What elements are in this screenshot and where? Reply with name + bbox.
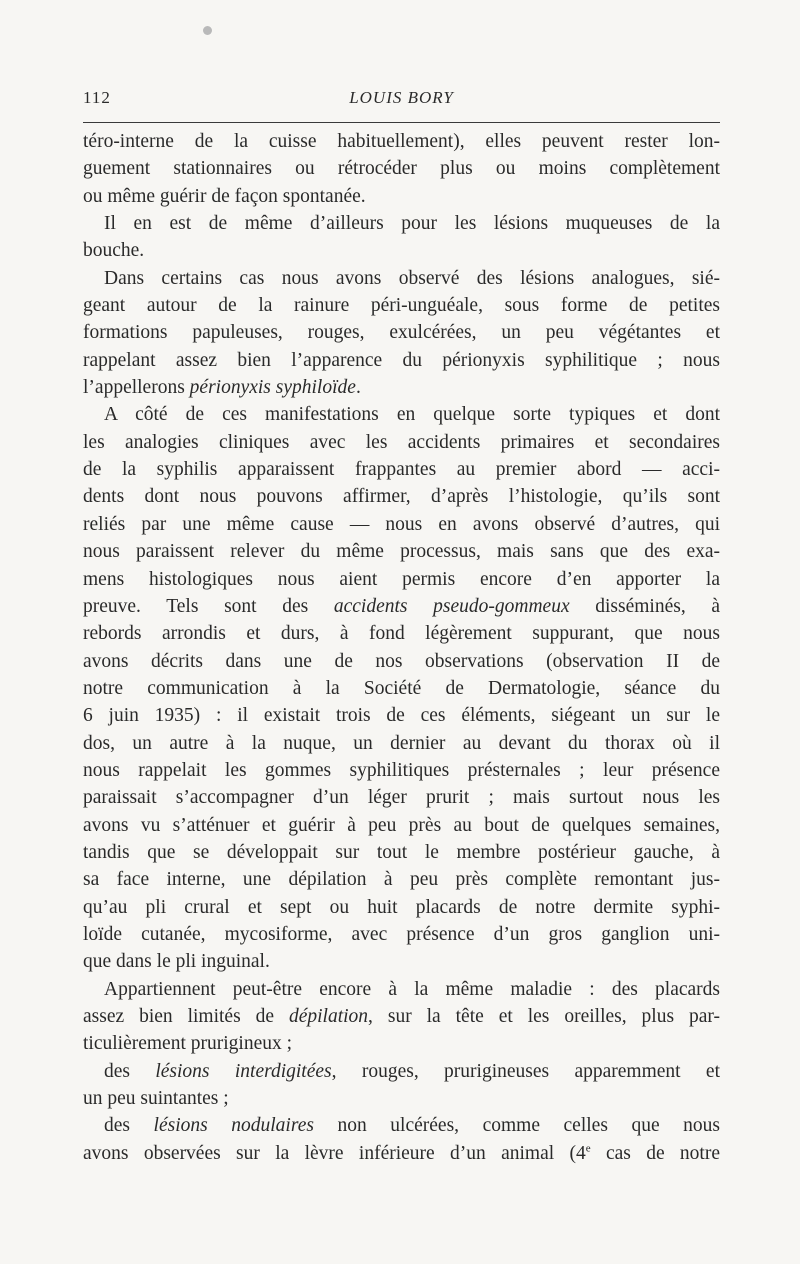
text-run: rappelant assez bien l’apparence du périonyxis syphilitique ; nous bbox=[83, 349, 720, 371]
text-line bbox=[83, 483, 720, 510]
text-line bbox=[83, 265, 720, 292]
page-mark bbox=[203, 26, 212, 35]
text-line bbox=[83, 566, 720, 593]
text-line bbox=[83, 538, 720, 565]
text-line bbox=[83, 319, 720, 346]
text-line bbox=[83, 429, 720, 456]
text-line bbox=[83, 894, 720, 921]
text-run: des bbox=[104, 1115, 154, 1137]
text-run: cas de notre bbox=[590, 1142, 721, 1164]
text-run: reliés par une même cause — nous en avons observé d’autres, qui bbox=[83, 513, 720, 535]
text-run: nous rappelait les gommes syphilitiques présternales ; leur présence bbox=[83, 759, 720, 781]
text-run: sa face interne, une dépilation à peu près complète remontant jus- bbox=[83, 869, 720, 891]
text-run: téro-interne de la cuisse habituellement), elles peuvent rester lon- bbox=[83, 131, 720, 152]
running-title: LOUIS BORY bbox=[349, 88, 454, 107]
text-line bbox=[83, 1112, 720, 1139]
text-line bbox=[83, 1030, 720, 1057]
text-line bbox=[83, 620, 720, 647]
text-line bbox=[83, 1085, 720, 1112]
header-rule bbox=[83, 122, 720, 123]
text-run: ticulièrement prurigineux ; bbox=[83, 1033, 293, 1055]
text-line bbox=[83, 648, 720, 675]
text-run: un peu suintantes ; bbox=[83, 1088, 229, 1110]
italic-term: périonyxis syphiloïde bbox=[189, 377, 356, 399]
text-run: avons observées sur la lèvre inférieure d’un animal (4 bbox=[83, 1142, 586, 1164]
text-line bbox=[83, 1003, 720, 1030]
text-line bbox=[83, 757, 720, 784]
body-text bbox=[83, 128, 720, 1167]
text-line bbox=[83, 155, 720, 182]
text-line bbox=[83, 1058, 720, 1085]
text-run: que dans le pli inguinal. bbox=[83, 951, 270, 973]
text-line bbox=[83, 948, 720, 975]
text-line bbox=[83, 1140, 720, 1167]
text-run: des bbox=[104, 1060, 156, 1082]
text-line bbox=[83, 730, 720, 757]
text-run: nous paraissent relever du même processus, mais sans que des exa- bbox=[83, 541, 720, 563]
text-line bbox=[83, 702, 720, 729]
page-number: 112 bbox=[83, 88, 111, 107]
text-run: dos, un autre à la nuque, un dernier au devant du thorax où il bbox=[83, 732, 720, 754]
italic-term: dépilation bbox=[288, 1006, 369, 1027]
text-run: qu’au pli crural et sept ou huit placards de notre dermite syphi- bbox=[83, 896, 720, 918]
text-run: , rouges, prurigineuses apparemment et bbox=[331, 1060, 720, 1082]
text-run: l’appellerons bbox=[83, 377, 190, 399]
text-run: 6 juin 1935) : il existait trois de ces éléments, siégeant un sur le bbox=[83, 705, 720, 727]
italic-term: accidents pseudo-gommeux bbox=[333, 595, 570, 617]
text-line bbox=[83, 210, 720, 237]
superscript: e bbox=[585, 1142, 591, 1155]
text-line bbox=[83, 511, 720, 538]
text-run: avons décrits dans une de nos observations (observation II de bbox=[83, 650, 720, 672]
text-line bbox=[83, 347, 720, 374]
text-run: geant autour de la rainure péri-unguéale, sous forme de petites bbox=[83, 295, 720, 317]
text-line bbox=[83, 812, 720, 839]
text-line bbox=[83, 456, 720, 483]
text-line bbox=[83, 128, 720, 155]
page-header bbox=[83, 88, 720, 112]
italic-term: lésions interdigitées bbox=[155, 1060, 332, 1082]
text-line bbox=[83, 784, 720, 811]
text-run: paraissait s’accompagner d’un léger prurit ; mais surtout nous les bbox=[83, 787, 720, 809]
text-line bbox=[83, 237, 720, 264]
text-line bbox=[83, 839, 720, 866]
text-line bbox=[83, 292, 720, 319]
text-run: , sur la tête et les oreilles, plus par- bbox=[368, 1006, 720, 1027]
text-run: Dans certains cas nous avons observé des lésions analogues, sié- bbox=[104, 267, 720, 289]
text-line bbox=[83, 374, 720, 401]
text-line bbox=[83, 675, 720, 702]
text-run: de la syphilis apparaissent frappantes au premier abord — acci- bbox=[83, 459, 720, 481]
text-run: non ulcérées, comme celles que nous bbox=[313, 1115, 720, 1137]
text-run: dents dont nous pouvons affirmer, d’après l’histologie, qu’ils sont bbox=[83, 486, 720, 508]
text-run: formations papuleuses, rouges, exulcérées, un peu végétantes et bbox=[83, 322, 720, 344]
text-run: bouche. bbox=[83, 240, 145, 262]
text-run: avons vu s’atténuer et guérir à peu près au bout de quelques semaines, bbox=[83, 814, 720, 836]
text-run: ou même guérir de façon spontanée. bbox=[83, 185, 366, 207]
text-run: Appartiennent peut-être encore à la même maladie : des placards bbox=[104, 978, 720, 1000]
text-line bbox=[83, 593, 720, 620]
text-line bbox=[83, 866, 720, 893]
text-line bbox=[83, 401, 720, 428]
text-run: notre communication à la Société de Dermatologie, séance du bbox=[83, 677, 720, 699]
text-line bbox=[83, 976, 720, 1003]
text-run: . bbox=[355, 377, 361, 399]
text-line bbox=[83, 921, 720, 948]
text-run: loïde cutanée, mycosiforme, avec présence d’un gros ganglion uni- bbox=[83, 923, 720, 945]
text-run: tandis que se développait sur tout le membre postérieur gauche, à bbox=[83, 841, 720, 863]
text-run: assez bien limités de bbox=[83, 1006, 289, 1027]
text-run: rebords arrondis et durs, à fond légèrement suppurant, que nous bbox=[83, 623, 720, 645]
text-run: A côté de ces manifestations en quelque sorte typiques et dont bbox=[104, 404, 720, 426]
italic-term: lésions nodulaires bbox=[153, 1115, 314, 1137]
text-line bbox=[83, 183, 720, 210]
text-run: mens histologiques nous aient permis encore d’en apporter la bbox=[83, 568, 720, 590]
text-run: Il en est de même d’ailleurs pour les lésions muqueuses de la bbox=[104, 213, 720, 235]
text-run: les analogies cliniques avec les accidents primaires et secondaires bbox=[83, 431, 720, 453]
text-run: preuve. Tels sont des bbox=[83, 595, 334, 617]
text-run: guement stationnaires ou rétrocéder plus ou moins complètement bbox=[83, 158, 720, 180]
text-run: disséminés, à bbox=[569, 595, 720, 617]
